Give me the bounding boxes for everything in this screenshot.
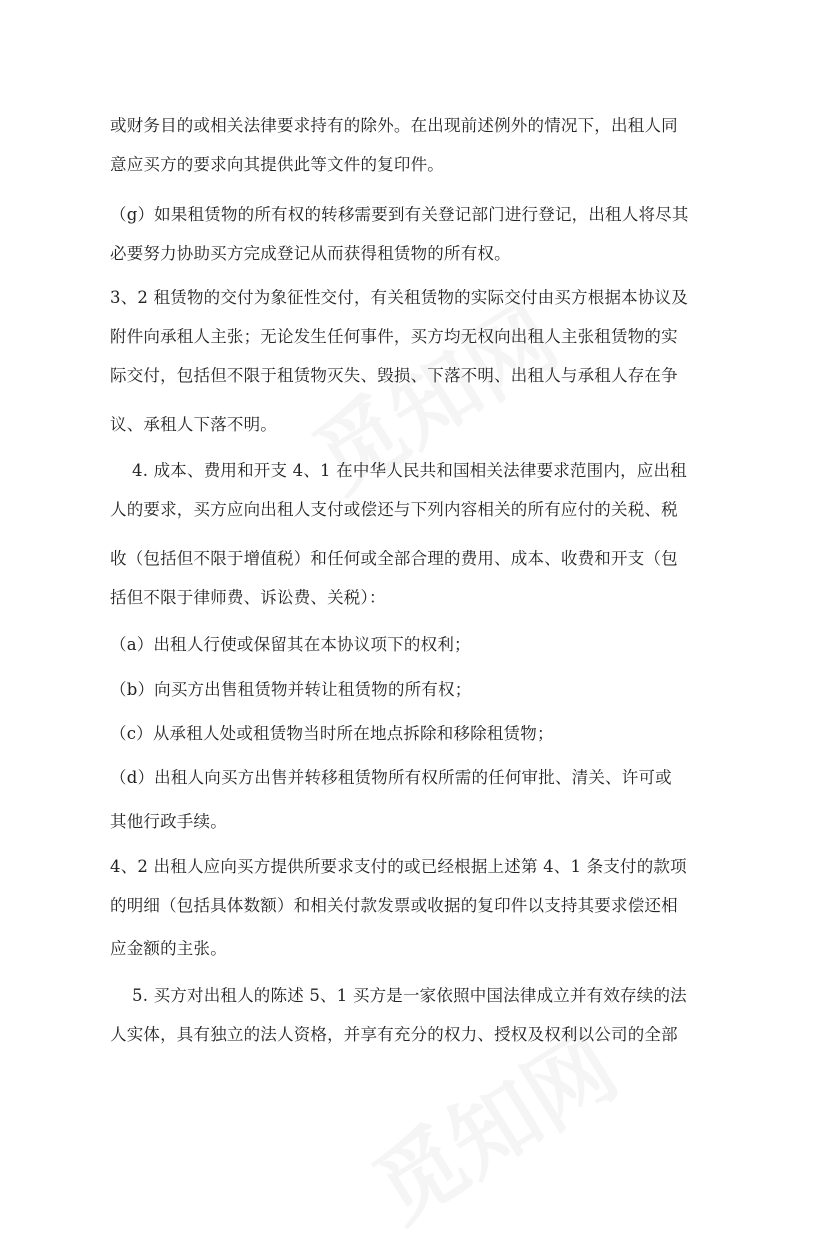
section-heading-line: 5. 买方对出租人的陈述 5、1 买方是一家依照中国法律成立并有效存续的法 [132, 986, 687, 1005]
text-line: 的明细（包括具体数额）和相关付款发票或收据的复印件以支持其要求偿还相 [110, 896, 678, 915]
list-item: （d）出租人向买方出售并转移租赁物所有权所需的任何审批、清关、许可或 [110, 768, 672, 787]
text-line: 应金额的主张。 [110, 939, 227, 958]
text-line: 其他行政手续。 [110, 812, 227, 831]
text-line: 必要努力协助买方完成登记从而获得租赁物的所有权。 [110, 244, 511, 263]
text-line: 附件向承租人主张；无论发生任何事件，买方均无权向出租人主张租赁物的实 [110, 327, 678, 346]
list-item: （c）从承租人处或租赁物当时所在地点拆除和移除租赁物； [110, 724, 554, 743]
text-line: 收（包括但不限于增值税）和任何或全部合理的费用、成本、收费和开支（包 [110, 549, 678, 568]
text-line: （g）如果租赁物的所有权的转移需要到有关登记部门进行登记，出租人将尽其 [110, 205, 689, 224]
text-line: 3、2 租赁物的交付为象征性交付，有关租赁物的实际交付由买方根据本协议及 [110, 288, 688, 307]
text-line: 4、2 出租人应向买方提供所要求支付的或已经根据上述第 4、1 条支付的款项 [110, 857, 687, 876]
list-item: （b）向买方出售租赁物并转让租赁物的所有权； [110, 680, 472, 699]
text-line: 意应买方的要求向其提供此等文件的复印件。 [110, 155, 444, 174]
text-line: 人实体，具有独立的法人资格，并享有充分的权力、授权及权利以公司的全部 [110, 1025, 678, 1044]
text-line: 际交付，包括但不限于租赁物灭失、毁损、下落不明、出租人与承租人存在争 [110, 366, 678, 385]
text-line: 人的要求，买方应向出租人支付或偿还与下列内容相关的所有应付的关税、税 [110, 500, 678, 519]
text-line: 或财务目的或相关法律要求持有的除外。在出现前述例外的情况下，出租人同 [110, 116, 678, 135]
text-line: 括但不限于律师费、诉讼费、关税）： [110, 588, 386, 607]
text-line: 议、承租人下落不明。 [110, 415, 277, 434]
section-heading-line: 4. 成本、费用和开支 4、1 在中华人民共和国相关法律要求范围内，应出租 [132, 461, 687, 480]
list-item: （a）出租人行使或保留其在本协议项下的权利； [110, 635, 471, 654]
